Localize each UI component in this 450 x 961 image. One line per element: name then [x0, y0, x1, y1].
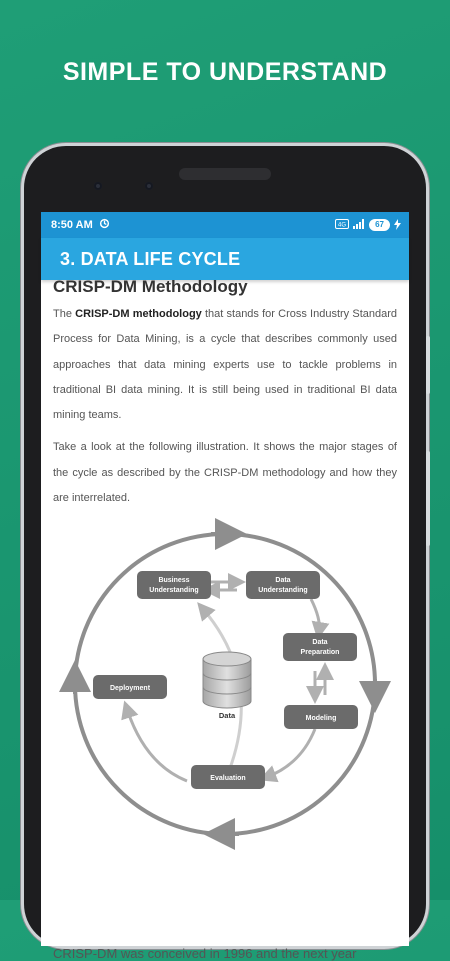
svg-text:Modeling: Modeling: [305, 715, 337, 723]
status-bar: [41, 212, 409, 238]
front-camera-icon: [94, 182, 102, 190]
app-screen: [41, 212, 409, 961]
signal-icon: [353, 219, 365, 231]
battery-icon: 67: [369, 219, 390, 231]
svg-text:Understanding: Understanding: [149, 587, 199, 595]
svg-text:Business: Business: [158, 577, 190, 585]
crisp-dm-diagram-svg: [53, 519, 397, 819]
database-label: Data: [218, 711, 236, 721]
power-button: [426, 336, 430, 394]
page-title: 3. DATA LIFE CYCLE: [60, 248, 241, 269]
sync-icon: [99, 218, 110, 232]
svg-text:Data: Data: [275, 577, 291, 585]
svg-text:Evaluation: Evaluation: [210, 775, 246, 783]
svg-text:Understanding: Understanding: [258, 587, 308, 595]
svg-text:Preparation: Preparation: [300, 649, 340, 657]
svg-text:Data: Data: [312, 639, 328, 647]
app-bar: [41, 238, 409, 280]
paragraph-history: CRISP-DM was conceived in 1996 and the next year: [53, 946, 357, 961]
stage-data-preparation: [283, 633, 357, 661]
stage-business-understanding: [137, 571, 211, 599]
hd-icon: [335, 219, 349, 231]
bold-term: CRISP-DM methodology: [75, 308, 202, 320]
volume-button: [426, 451, 430, 546]
arrow-du-dp: [311, 599, 319, 631]
svg-text:Deployment: Deployment: [109, 685, 151, 693]
arrow-ev-dep: [127, 709, 187, 781]
front-sensor-icon: [145, 182, 153, 190]
crisp-dm-diagram: [53, 519, 397, 824]
charging-icon: [394, 219, 401, 232]
status-time: 8:50 AM: [51, 219, 93, 231]
svg-text:4G: 4G: [338, 222, 347, 229]
phone-frame: [24, 146, 426, 961]
earpiece-speaker: [179, 168, 271, 180]
section-title: CRISP-DM Methodology: [53, 277, 248, 296]
stage-data-understanding: [246, 571, 320, 599]
paragraph-illustration: Take a look at the following illustration. It shows the major stages of the cycle as described by the CRISP-DM methodology and how they are interrelated.: [53, 441, 397, 505]
stage-evaluation: [191, 765, 265, 789]
article-content[interactable]: [41, 276, 409, 824]
stage-deployment: [93, 675, 167, 699]
paragraph-intro: The CRISP-DM methodology that stands for Cross Industry Standard Process for Data Mining, is a cycle that describes commonly used approaches that data mining experts use to tackle problems in traditional BI data mining. It is still being used in traditional BI data mining teams.: [53, 308, 398, 422]
promo-headline: SIMPLE TO UNDERSTAND: [62, 58, 388, 86]
database-icon: [203, 652, 251, 708]
stage-modeling: [284, 705, 358, 729]
arrow-mo-ev: [267, 729, 315, 777]
